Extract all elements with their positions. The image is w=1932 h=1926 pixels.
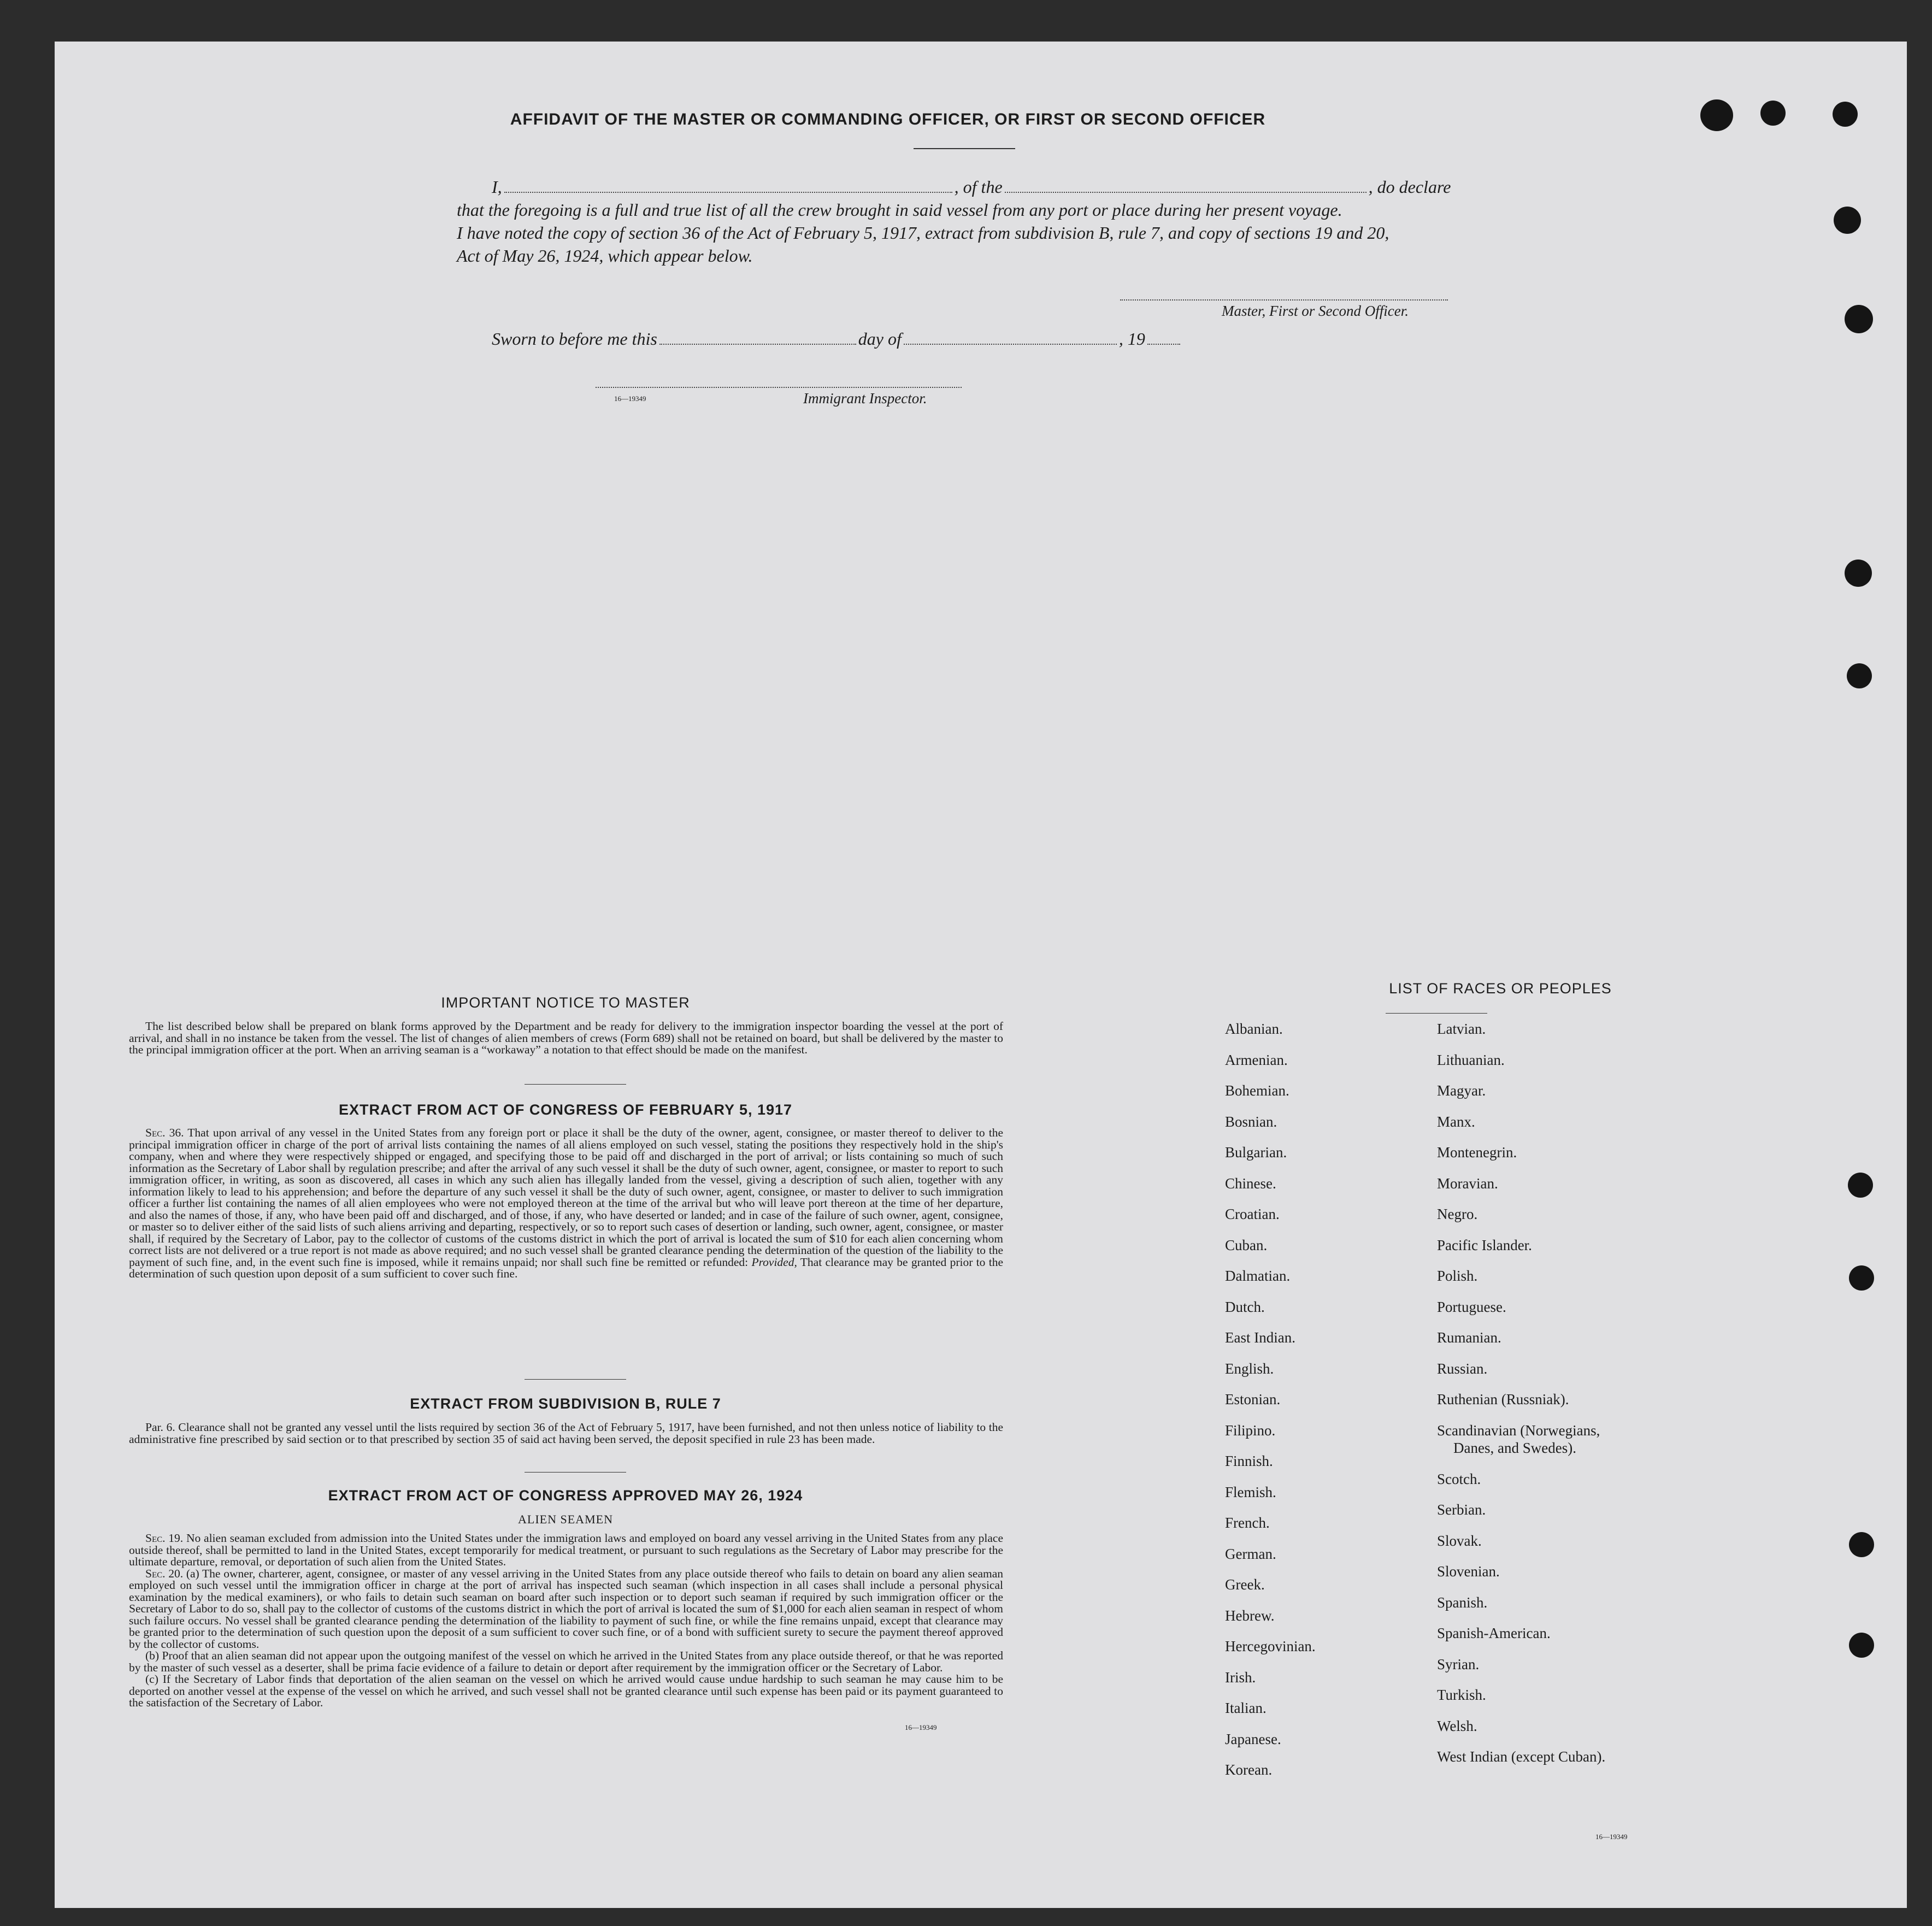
binder-hole — [1849, 1532, 1874, 1557]
binder-hole — [1847, 663, 1872, 688]
race-item: Armenian. — [1225, 1051, 1288, 1068]
race-item: French. — [1225, 1515, 1270, 1531]
race-item: Latvian. — [1437, 1021, 1486, 1037]
form-number-left: 16—19349 — [905, 1723, 937, 1731]
sworn-day-of: day of — [858, 329, 902, 349]
sec-20-label: Sec. 20. — [145, 1566, 184, 1580]
race-item: Spanish. — [1437, 1594, 1488, 1611]
race-item: Flemish. — [1225, 1483, 1276, 1500]
race-item: German. — [1225, 1545, 1276, 1562]
sec-19-paragraph — [129, 1533, 1003, 1568]
race-item: Pacific Islander. — [1437, 1236, 1532, 1253]
sec-20a-text: (a) The owner, charterer, agent, consignee, or master of any vessel arriving in the United States from any place outside thereof who fails to detain on board any alien seaman employed on such vessel until the immigration officer in charge at the port of arrival has inspected such seaman (which inspection in all cases shall include a personal physical examination by the medical examiners), or who fails to detain such seaman on board after such inspection or to deport such seaman if required by such immigration officer or the Secretary of Labor to do so, shall pay to the collector of customs of the customs district in which the port of arrival is located the sum of $1,000 for each alien seaman in respect of whom such failure occurs. No vessel shall be granted clearance pending the determination of the liability to payment of such fine, or while the fine remains unpaid, except that clearance may be granted prior to the determination of such question upon the deposit of a sum sufficient to cover such fine, or of a bond with sufficient surety to secure the payment thereof approved by the collector of customs. — [129, 1566, 1004, 1651]
race-item: Filipino. — [1225, 1422, 1276, 1439]
extract-1924-title: EXTRACT FROM ACT OF CONGRESS APPROVED MAY 26, 1924 — [328, 1487, 803, 1504]
sec-36-provided: Provided, — [751, 1255, 797, 1269]
binder-hole — [1700, 99, 1733, 131]
race-item: West Indian (except Cuban). — [1437, 1748, 1606, 1765]
extract-1917-body — [129, 1127, 1003, 1280]
signature-line — [1120, 299, 1448, 301]
sec-19-label: Sec. 19. — [145, 1532, 184, 1545]
sworn-text: Sworn to before me this — [492, 329, 657, 349]
race-item: Polish. — [1437, 1268, 1478, 1284]
sec-36-tail: That clearance may be granted prior to the determination of such question upon deposit of a sum sufficient to cover such fine. — [129, 1255, 1003, 1280]
race-item: Japanese. — [1225, 1730, 1281, 1747]
binder-hole — [1848, 1173, 1873, 1198]
extract-1917-title: EXTRACT FROM ACT OF CONGRESS OF FEBRUARY 5, 1917 — [338, 1102, 793, 1118]
race-item: Danes, and Swedes). — [1453, 1440, 1576, 1456]
race-item: Spanish-American. — [1437, 1625, 1551, 1641]
race-item: Ruthenian (Russniak). — [1437, 1391, 1569, 1407]
race-item: Hebrew. — [1225, 1607, 1275, 1624]
form-number-top: 16—19349 — [614, 394, 646, 403]
sworn-year: , 19 — [1118, 329, 1145, 349]
race-item: Negro. — [1437, 1206, 1478, 1222]
sec-20b-paragraph: (b) Proof that an alien seaman did not appear upon the outgoing manifest of the vessel on which he arrived in the United States from any place outside thereof, or that he was reported by the master of such vessel as a deserter, shall be prima facie evidence of a failure to detain or deport after requirement by the immigration officer or the Secretary of Labor. — [129, 1649, 1003, 1674]
name-blank — [504, 192, 952, 193]
race-item: Rumanian. — [1437, 1329, 1501, 1346]
rule7-body — [129, 1422, 1003, 1445]
form-number-right: 16—19349 — [1595, 1833, 1628, 1841]
races-title: LIST OF RACES OR PEOPLES — [1389, 980, 1612, 997]
race-item: Magyar. — [1437, 1082, 1486, 1099]
race-item: Lithuanian. — [1437, 1051, 1505, 1068]
race-item: Manx. — [1437, 1113, 1475, 1130]
binder-hole — [1760, 101, 1786, 126]
declaration-line-2: that the foregoing is a full and true list of all the crew brought in said vessel from any port or place during her present voyage. — [457, 200, 1342, 220]
rule7-rule — [525, 1472, 626, 1473]
race-item: Russian. — [1437, 1360, 1488, 1377]
race-item: Italian. — [1225, 1700, 1267, 1716]
extract-1917-rule — [525, 1379, 626, 1380]
race-item: Welsh. — [1437, 1717, 1477, 1734]
race-item: Serbian. — [1437, 1501, 1486, 1518]
race-item: Greek. — [1225, 1576, 1265, 1593]
race-item: Slovak. — [1437, 1532, 1482, 1549]
sec-36-paragraph — [129, 1127, 1003, 1280]
affidavit-title: AFFIDAVIT OF THE MASTER OR COMMANDING OFFICER, OR FIRST OR SECOND OFFICER — [510, 110, 1266, 128]
sworn-day-blank — [659, 344, 856, 345]
sec-20c-paragraph: (c) If the Secretary of Labor finds that deportation of the alien seaman on the vessel on which he arrived would cause undue hardship to such seaman he may cause him to be deported on another vessel at the expense of the vessel on which he arrived, and such vessel shall not be granted clearance until such expense has been paid or its payment guaranteed to the satisfaction of the Secretary of Labor. — [129, 1672, 1003, 1709]
sworn-line — [492, 329, 1182, 349]
binder-hole — [1845, 305, 1873, 333]
sec-36-text: That upon arrival of any vessel in the United States from any foreign port or place it shall be the duty of the owner, agent, consignee, or master thereof to deliver to the principal immigration officer in charge of the port of arrival lists containing the names of all aliens employed on such vessel, stating the positions they respectively hold in the ship's company, when and where they were respectively shipped or engaged, and specifying those to be paid off and discharged in the port of arrival; or lists containing so much of such information as the Secretary of Labor shall by regulation prescribe; and after the arrival of any such vessel it shall be the duty of such owner, agent, consignee, or master to report to such immigration officer, in writing, as soon as discovered, all cases in which any such alien has illegally landed from the vessel, giving a description of such alien, together with any information likely to lead to his apprehension; and before the departure of any such vessel it shall be the duty of such owner, agent, consignee, or master to deliver to such immigration officer a further list containing the names of all alien employees who were not employed thereon at the time of the arrival but who will leave port thereon at the time of her departure, and also the names of those, if any, who have been paid off and discharged, and of those, if any, who have deserted or landed; and in case of the failure of such owner, agent, consignee, or master so to deliver either of the said lists of such aliens arriving and departing, respectively, or so to report such cases of desertion or landing, such owner, agent, consignee, or master shall, if required by the Secretary of Labor, pay to the collector of customs of the customs district in which the port of arrival is located the sum of $10 for each alien concerning whom correct lists are not delivered or a true report is not made as above required; and no such vessel shall be granted clearance pending the determination of the question of the liability to the payment of such fine, and, in the event such fine is imposed, while it remains unpaid; nor shall such fine be remitted or refunded: — [129, 1126, 1003, 1269]
inspector-caption: Immigrant Inspector. — [803, 390, 927, 407]
race-item: Syrian. — [1437, 1656, 1480, 1672]
document-page — [55, 42, 1907, 1908]
race-item: Irish. — [1225, 1669, 1256, 1686]
races-column-2 — [1437, 1014, 1605, 1772]
rule7-paragraph: Par. 6. Clearance shall not be granted any vessel until the lists required by section 36 of the Act of February 5, 1917, have been furnished, and not then unless notice of liability to the administrative fine prescribed by said section or to that prescribed by section 35 of said act having been served, the deposit specified in rule 23 has been made. — [129, 1421, 1003, 1446]
race-item: Korean. — [1225, 1762, 1273, 1778]
notice-rule — [525, 1084, 626, 1085]
race-item: Scandinavian (Norwegians, — [1437, 1422, 1600, 1439]
notice-paragraph: The list described below shall be prepared on blank forms approved by the Department and be ready for delivery to the immigration inspector boarding the vessel at the port of arrival, and shall in no instance be taken from the vessel. The list of changes of alien members of crews (Form 689) shall not be retained on board, but shall be delivered by the master to the principal immigration officer at the port. When an arriving seaman is a “workaway” a notation to that effect should be made on the manifest. — [129, 1020, 1003, 1056]
race-item: Dutch. — [1225, 1298, 1265, 1315]
declaration-line-3: I have noted the copy of section 36 of the Act of February 5, 1917, extract from subdivision B, rule 7, and copy of sections 19 and 20, — [457, 223, 1389, 243]
races-column-1 — [1225, 1014, 1316, 1786]
sworn-year-blank — [1147, 344, 1180, 345]
vessel-blank — [1005, 192, 1366, 193]
race-item: Slovenian. — [1437, 1563, 1500, 1580]
race-item: English. — [1225, 1360, 1274, 1377]
binder-hole — [1849, 1265, 1874, 1291]
binder-hole — [1834, 207, 1861, 234]
race-item: Estonian. — [1225, 1391, 1281, 1407]
race-item: Albanian. — [1225, 1021, 1283, 1037]
race-item: Chinese. — [1225, 1175, 1276, 1192]
extract-1924-body — [129, 1533, 1003, 1709]
sec-20a-paragraph — [129, 1568, 1003, 1651]
sworn-month-blank — [904, 344, 1117, 345]
declaration-of-the: , of the — [954, 177, 1003, 197]
race-item: Dalmatian. — [1225, 1268, 1291, 1284]
race-item: Moravian. — [1437, 1175, 1498, 1192]
race-item: Croatian. — [1225, 1206, 1280, 1222]
rule7-title: EXTRACT FROM SUBDIVISION B, RULE 7 — [410, 1395, 721, 1412]
signature-caption: Master, First or Second Officer. — [1222, 303, 1409, 319]
race-item: Turkish. — [1437, 1687, 1486, 1703]
inspector-signature-line — [596, 387, 962, 388]
race-item: Bohemian. — [1225, 1082, 1289, 1099]
binder-hole — [1849, 1633, 1874, 1658]
race-item: Bosnian. — [1225, 1113, 1277, 1130]
declaration-line-1 — [492, 177, 1451, 197]
race-item: East Indian. — [1225, 1329, 1295, 1346]
race-item: Bulgarian. — [1225, 1144, 1287, 1161]
race-item: Finnish. — [1225, 1453, 1273, 1469]
declaration-do-declare: , do declare — [1368, 177, 1451, 197]
declaration-i: I, — [492, 177, 502, 197]
race-item: Portuguese. — [1437, 1298, 1506, 1315]
affidavit-title-rule — [914, 148, 1015, 149]
declaration-line-4: Act of May 26, 1924, which appear below. — [457, 246, 753, 266]
extract-1924-subtitle: ALIEN SEAMEN — [518, 1512, 613, 1526]
binder-hole — [1845, 559, 1872, 587]
race-item: Scotch. — [1437, 1470, 1481, 1487]
race-item: Hercegovinian. — [1225, 1638, 1316, 1654]
sec-19-text: No alien seaman excluded from admission into the United States under the immigration laws and employed on board any vessel arriving in the United States from any place outside thereof, shall be permitted to land in the United States, except temporarily for medical treatment, or pursuant to such regulations as the Secretary of Labor may prescribe for the ultimate departure, removal, or deportation of such alien from the United States. — [129, 1532, 1003, 1568]
sec-36-label: Sec. 36. — [145, 1126, 184, 1139]
race-item: Montenegrin. — [1437, 1144, 1517, 1161]
notice-title: IMPORTANT NOTICE TO MASTER — [441, 994, 690, 1011]
race-item: Cuban. — [1225, 1236, 1268, 1253]
binder-hole — [1833, 102, 1858, 127]
notice-body — [129, 1021, 1003, 1056]
